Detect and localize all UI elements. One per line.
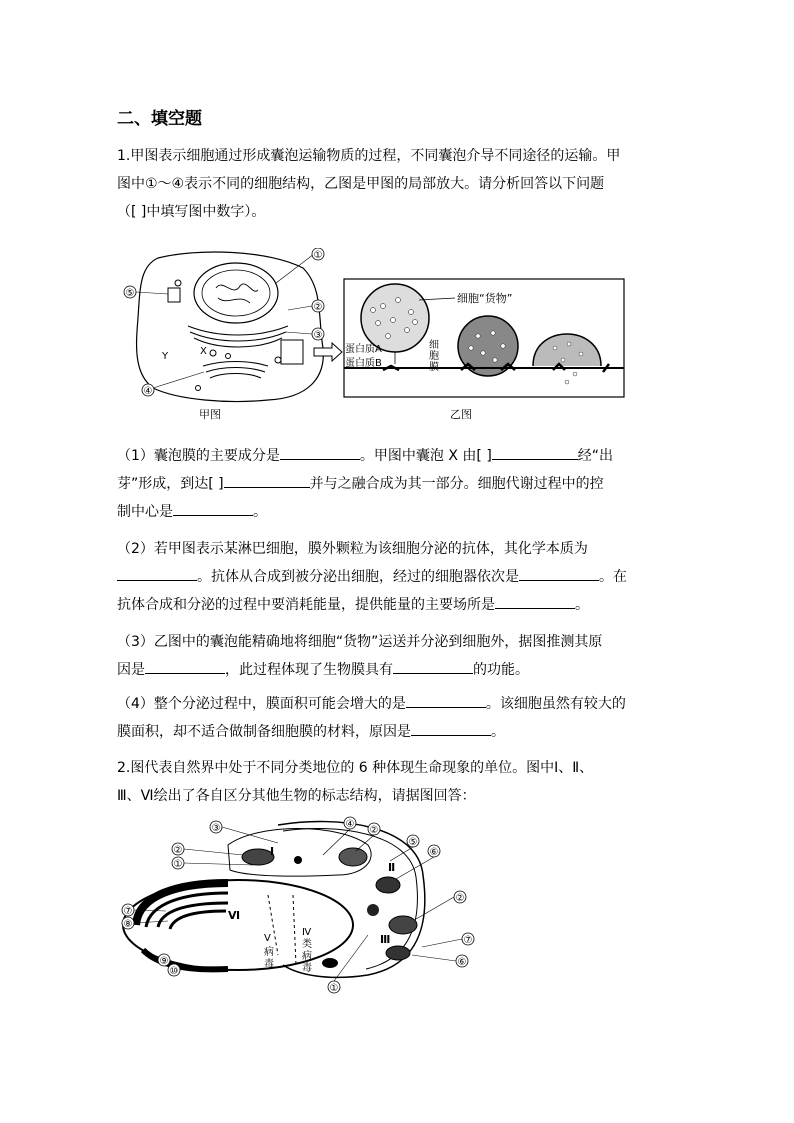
vesicle-1 bbox=[361, 284, 429, 352]
q1-sub3-text-c: ，此过程体现了生物膜具有 bbox=[225, 662, 393, 678]
jia-label-x: X bbox=[200, 346, 207, 357]
q1-intro-line3: （[ ]中填写图中数字）。 bbox=[117, 204, 266, 220]
yi-label-membrane-1: 细 bbox=[429, 340, 439, 351]
q1-sub1-text-b: 。甲图中囊泡 X 由[ ] bbox=[359, 448, 492, 464]
yi-caption: 乙图 bbox=[450, 408, 472, 421]
q2-label-11: ⑦ bbox=[123, 906, 133, 917]
golgi-2 bbox=[206, 368, 265, 373]
zoom-box bbox=[281, 340, 303, 364]
jia-label-3: ③ bbox=[313, 330, 323, 341]
q1-sub4-text-d: 。 bbox=[491, 724, 505, 740]
q1-sub1-text-e: 并与之融合成为其一部分。细胞代谢过程中的控 bbox=[309, 476, 604, 492]
answer-blank[interactable] bbox=[224, 473, 310, 488]
q1-sub1 bbox=[117, 442, 687, 526]
jia-caption: 甲图 bbox=[199, 408, 221, 421]
q1-sub3-text-b: 因是 bbox=[117, 662, 145, 678]
q1-sub4-text-a: （4）整个分泌过程中，膜面积可能会增大的是 bbox=[117, 696, 406, 712]
q1-sub2-text-d: 抗体合成和分泌的过程中要消耗能量，提供能量的主要场所是 bbox=[117, 597, 495, 613]
structure-5 bbox=[168, 288, 180, 302]
q2-label-4: ② bbox=[369, 825, 379, 836]
q1-sub1-text-f: 制中心是 bbox=[117, 504, 173, 520]
q1-sub1-text-a: （1）囊泡膜的主要成分是 bbox=[117, 448, 280, 464]
jia-label-4: ④ bbox=[143, 386, 153, 397]
yi-label-protein-a: 蛋白质A bbox=[345, 344, 382, 355]
q2-label-13: ⑨ bbox=[159, 956, 169, 967]
q1-intro bbox=[117, 142, 687, 226]
q1-sub1-text-d: 芽”形成，到达[ ] bbox=[117, 476, 224, 492]
answer-blank[interactable] bbox=[406, 693, 486, 708]
q1-intro-line2: 图中①～④表示不同的细胞结构，乙图是甲图的局部放大。请分析回答以下问题 bbox=[117, 176, 605, 192]
q1-sub2 bbox=[117, 535, 687, 619]
yi-label-membrane-3: 膜 bbox=[429, 362, 439, 373]
q2-roman-vi: Ⅵ bbox=[228, 909, 241, 922]
q1-sub3-text-a: （3）乙图中的囊泡能精确地将细胞“货物”运送并分泌到细胞外，据图推测其原 bbox=[117, 634, 603, 650]
nucleus-outer bbox=[194, 263, 278, 323]
yi-label-protein-b: 蛋白质B bbox=[345, 358, 382, 369]
jia-label-y: Y bbox=[162, 351, 169, 362]
q2-label-0: ③ bbox=[211, 823, 221, 834]
q1-intro-line1: 1.甲图表示细胞通过形成囊泡运输物质的过程，不同囊泡介导不同途径的运输。甲 bbox=[117, 148, 621, 164]
answer-blank[interactable] bbox=[495, 594, 575, 609]
q2-label-6: ⑥ bbox=[429, 847, 439, 858]
answer-blank[interactable] bbox=[411, 721, 491, 736]
figure-jia bbox=[118, 248, 340, 428]
vesicle-3 bbox=[533, 334, 601, 366]
q2-label-iv: Ⅳ bbox=[302, 927, 312, 938]
q1-sub1-text-g: 。 bbox=[253, 504, 267, 520]
q2-label-14: ⑩ bbox=[169, 966, 179, 977]
er-3 bbox=[194, 338, 282, 347]
zoom-arrow bbox=[312, 342, 344, 362]
q2-intro-line2: Ⅲ、Ⅵ绘出了各自区分其他生物的标志结构，请据图回答： bbox=[117, 788, 476, 804]
nucleus-inner bbox=[202, 270, 270, 316]
golgi-3 bbox=[210, 374, 261, 379]
q2-label-iv-du: 毒 bbox=[302, 963, 312, 974]
q2-label-8: ⑦ bbox=[463, 935, 473, 946]
q2-label-iv-bing: 病 bbox=[302, 951, 312, 962]
q2-label-v-du: 毒 bbox=[264, 959, 274, 970]
q2-label-3: ④ bbox=[345, 819, 355, 830]
q1-sub3 bbox=[117, 628, 687, 684]
q2-label-2: ① bbox=[173, 859, 183, 870]
q2-label-1: ② bbox=[173, 845, 183, 856]
jia-label-1: ① bbox=[313, 250, 323, 261]
q2-label-v-bing: 病 bbox=[264, 947, 274, 958]
chromatin bbox=[216, 284, 258, 303]
q2-roman-ii: Ⅱ bbox=[388, 861, 396, 874]
q2-roman-iii: Ⅲ bbox=[380, 933, 391, 946]
q1-sub4-text-c: 膜面积，却不适合做制备细胞膜的材料，原因是 bbox=[117, 724, 411, 740]
answer-blank[interactable] bbox=[173, 501, 253, 516]
figure-yi bbox=[343, 278, 625, 428]
section-title: 二、填空题 bbox=[117, 109, 202, 129]
q2-intro-line1: 2.图代表自然界中处于不同分类地位的 6 种体现生命现象的单位。图中Ⅰ、Ⅱ、 bbox=[117, 760, 594, 776]
answer-blank[interactable] bbox=[145, 659, 225, 674]
q2-intro bbox=[117, 754, 687, 810]
answer-blank[interactable] bbox=[280, 445, 360, 460]
yi-label-cargo: 细胞“货物” bbox=[457, 292, 513, 305]
er-2 bbox=[190, 332, 286, 341]
q2-label-iv-lei: 类 bbox=[302, 939, 312, 950]
q2-label-9: ⑥ bbox=[457, 957, 467, 968]
answer-blank[interactable] bbox=[117, 566, 197, 581]
q1-sub3-text-d: 的功能。 bbox=[473, 662, 529, 678]
jia-label-5: ⑤ bbox=[125, 288, 135, 299]
q1-sub2-text-a: （2）若甲图表示某淋巴细胞，膜外颗粒为该细胞分泌的抗体，其化学本质为 bbox=[117, 541, 588, 557]
q1-sub4 bbox=[117, 690, 687, 746]
q1-sub1-text-c: 经“出 bbox=[577, 448, 614, 464]
er-1 bbox=[188, 326, 288, 335]
answer-blank[interactable] bbox=[492, 445, 578, 460]
q2-roman-i: Ⅰ bbox=[270, 845, 275, 858]
cell-membrane-outline bbox=[137, 252, 324, 401]
q2-label-7: ② bbox=[455, 893, 465, 904]
q2-label-v: Ⅴ bbox=[264, 933, 271, 944]
q1-sub2-text-c: 。在 bbox=[599, 569, 627, 585]
figure-q2 bbox=[118, 815, 488, 1000]
jia-label-2: ② bbox=[313, 302, 323, 313]
golgi-1 bbox=[203, 362, 268, 367]
q1-sub2-text-b: 。抗体从合成到被分泌出细胞，经过的细胞器依次是 bbox=[197, 569, 519, 585]
q1-sub4-text-b: 。该细胞虽然有较大的 bbox=[485, 696, 626, 712]
answer-blank[interactable] bbox=[519, 566, 599, 581]
q1-sub2-text-e: 。 bbox=[575, 597, 589, 613]
answer-blank[interactable] bbox=[393, 659, 473, 674]
q2-label-5: ⑤ bbox=[408, 837, 418, 848]
yi-label-membrane-2: 胞 bbox=[429, 351, 439, 362]
q2-label-10: ① bbox=[329, 983, 339, 994]
q2-label-12: ⑧ bbox=[123, 919, 133, 930]
